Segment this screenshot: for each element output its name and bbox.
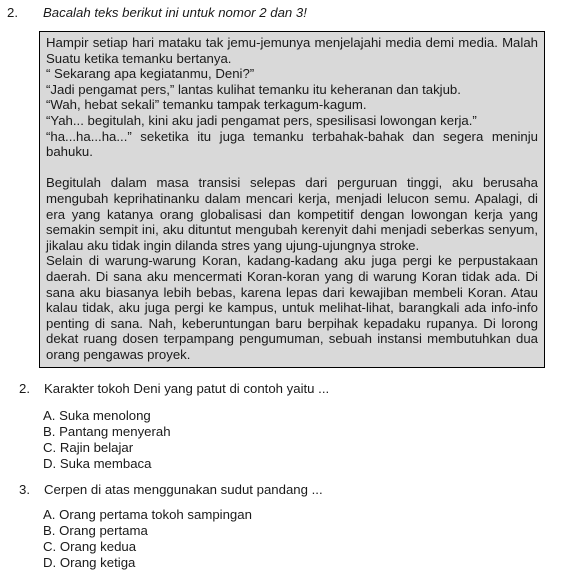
option-d[interactable]: D. Suka membaca	[43, 456, 152, 471]
option-a[interactable]: A. Suka menolong	[43, 408, 151, 423]
option-b[interactable]: B. Pantang menyerah	[43, 424, 171, 439]
passage-line: “Jadi pengamat pers,” lantas kulihat temanku itu keheranan dan takjub.	[46, 81, 461, 97]
passage-line: Hampir setiap hari mataku tak jemu-jemunya menjelajahi media demi media. Malah Suatu ketika temanku bertanya.	[46, 35, 538, 66]
instruction-text: Bacalah teks berikut ini untuk nomor 2 dan 3!	[43, 5, 307, 20]
passage-line: “ha...ha...ha...” seketika itu juga temanku terbahak-bahak dan segera meninju bahuku.	[46, 128, 538, 160]
option-c[interactable]: C. Rajin belajar	[43, 440, 134, 455]
option-b[interactable]: B. Orang pertama	[43, 523, 148, 538]
passage-line: “ Sekarang apa kegiatanmu, Deni?”	[46, 66, 255, 82]
question-text: Cerpen di atas menggunakan sudut pandang ...	[44, 482, 323, 497]
option-c[interactable]: C. Orang kedua	[43, 539, 137, 554]
passage-paragraph-dialogue	[46, 35, 538, 160]
question-number: 3.	[19, 482, 30, 497]
question-number: 2.	[19, 381, 30, 396]
passage-paragraph-3: Selain di warung-warung Koran, kadang-kadang aku juga pergi ke perpustakaan daerah. Di sana aku mencermati Koran-koran yang di warung Koran tidak ada. Di sana aku biasanya lebih bebas, karena lepas dari kewajiban membeli Koran. Atau kalau tidak, aku juga pergi ke kampus, untuk melihat-lihat, barangkali ada info-info penting di sana. Nah, keberuntungan baru berpihak kepadaku rupanya. Di lorong dekat ruang dosen terpampang pengumuman, sebuah instansi membutuhkan dua orang pengawas proyek.	[46, 253, 538, 362]
option-d[interactable]: D. Orang ketiga	[43, 555, 136, 570]
passage-line: “Wah, hebat sekali” temanku tampak terkagum-kagum.	[46, 97, 367, 113]
question-3	[19, 482, 323, 498]
question-2-options	[43, 408, 171, 472]
question-text: Karakter tokoh Deni yang patut di contoh yaitu ...	[44, 381, 330, 396]
passage-line: “Yah... begitulah, kini aku jadi pengamat pers, spesilisasi lowongan kerja.”	[46, 112, 477, 128]
instruction-header	[7, 5, 307, 21]
reading-passage-box	[39, 31, 545, 368]
header-number: 2.	[7, 5, 18, 20]
option-a[interactable]: A. Orang pertama tokoh sampingan	[43, 507, 252, 522]
question-2	[19, 381, 329, 397]
passage-paragraph-2: Begitulah dalam masa transisi selepas dari perguruan tinggi, aku berusaha mengubah keprihatinanku dalam mencari kerja, menjadi lelucon semu. Apalagi, di era yang katanya orang globalisasi dan kompetitif dengan lowongan kerja yang semakin sempit ini, aku dituntut mengubah kerenyit dahi menjadi seberkas senyum, jikalau aku tidak ingin dilanda stres yang ujung-ujungnya stroke.	[46, 175, 538, 253]
question-3-options	[43, 507, 252, 571]
